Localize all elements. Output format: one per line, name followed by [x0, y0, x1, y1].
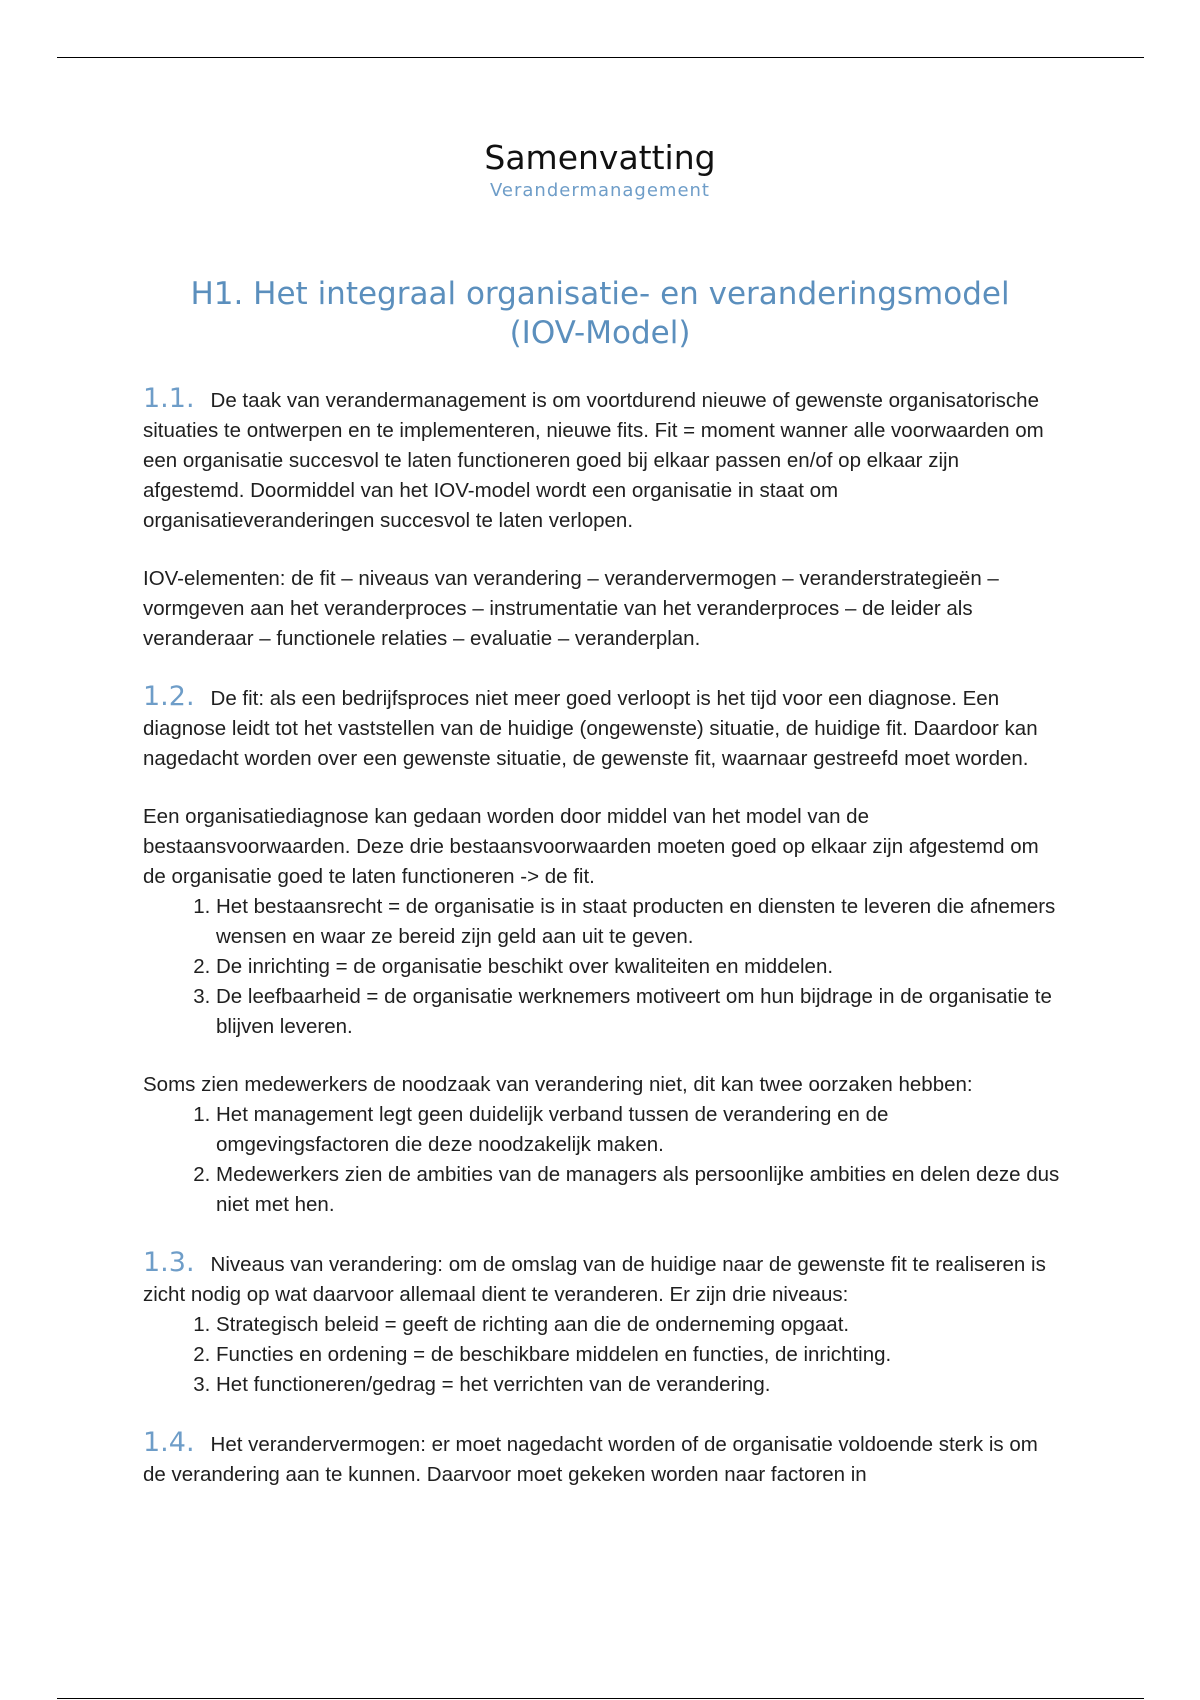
- section-text: Het verandervermogen: er moet nagedacht worden of de organisatie voldoende sterk is om de verandering aan te kunnen. Daarvoor moet gekeken worden naar factoren in: [143, 1433, 1038, 1486]
- title-block: [0, 138, 1200, 201]
- chapter-heading-line2: (IOV-Model): [509, 315, 691, 351]
- section-1-4: [143, 1428, 1063, 1490]
- document-title: Samenvatting: [484, 138, 716, 177]
- iov-elements-paragraph: IOV-elementen: de fit – niveaus van verandering – verandervermogen – veranderstrategieën – vormgeven aan het veranderproces – instrumentatie van het veranderproces – de leider als veranderaar – functionele relaties – evaluatie – veranderplan.: [143, 567, 999, 650]
- diagnose-intro-paragraph: Een organisatiediagnose kan gedaan worden door middel van het model van de bestaansvoorwaarden. Deze drie bestaansvoorwaarden moeten goed op elkaar zijn afgestemd om de organisatie goed te laten functioneren -> de fit.: [143, 805, 1039, 888]
- section-number: 1.1.: [143, 383, 195, 414]
- list-item: 2. De inrichting = de organisatie beschikt over kwaliteiten en middelen.: [216, 952, 1063, 982]
- oorzaken-list: [143, 1100, 1063, 1220]
- chapter-heading-line1: H1. Het integraal organisatie- en veranderingsmodel: [190, 276, 1010, 312]
- top-rule: [57, 57, 1144, 58]
- list-item: 2. Medewerkers zien de ambities van de managers als persoonlijke ambities en delen deze dus niet met hen.: [216, 1160, 1063, 1220]
- document-body: [143, 384, 1063, 1490]
- list-item: 3. De leefbaarheid = de organisatie werknemers motiveert om hun bijdrage in de organisatie te blijven leveren.: [216, 982, 1063, 1042]
- list-item: 2. Functies en ordening = de beschikbare middelen en functies, de inrichting.: [216, 1340, 1063, 1370]
- section-number: 1.2.: [143, 681, 195, 712]
- section-1-3: [143, 1248, 1063, 1310]
- section-1-2: [143, 682, 1063, 774]
- section-number: 1.3.: [143, 1247, 195, 1278]
- list-item: 3. Het functioneren/gedrag = het verrichten van de verandering.: [216, 1370, 1063, 1400]
- section-1-1: [143, 384, 1063, 536]
- section-text: De fit: als een bedrijfsproces niet meer goed verloopt is het tijd voor een diagnose. Een diagnose leidt tot het vaststellen van de huidige (ongewenste) situatie, de huidige fit. Daardoor kan nagedacht worden over een gewenste situatie, de gewenste fit, waarnaar gestreefd moet worden.: [143, 687, 1038, 770]
- noodzaak-intro-paragraph: Soms zien medewerkers de noodzaak van verandering niet, dit kan twee oorzaken hebben:: [143, 1073, 973, 1096]
- list-item: 1. Het bestaansrecht = de organisatie is in staat producten en diensten te leveren die afnemers wensen en waar ze bereid zijn geld aan uit te geven.: [216, 892, 1063, 952]
- section-number: 1.4.: [143, 1427, 195, 1458]
- list-item: 1. Het management legt geen duidelijk verband tussen de verandering en de omgevingsfactoren die deze noodzakelijk maken.: [216, 1100, 1063, 1160]
- chapter-heading: [150, 275, 1050, 353]
- document-subtitle: Verandermanagement: [490, 179, 710, 201]
- list-item: 1. Strategisch beleid = geeft de richting aan die de onderneming opgaat.: [216, 1310, 1063, 1340]
- section-text: De taak van verandermanagement is om voortdurend nieuwe of gewenste organisatorische situaties te ontwerpen en te implementeren, nieuwe fits. Fit = moment wanner alle voorwaarden om een organisatie succesvol te laten functioneren goed bij elkaar passen en/of op elkaar zijn afgestemd. Doormiddel van het IOV-model wordt een organisatie in staat om organisatieveranderingen succesvol te laten verlopen.: [143, 389, 1044, 532]
- niveaus-list: [143, 1310, 1063, 1400]
- bottom-rule: [57, 1698, 1144, 1699]
- bestaansvoorwaarden-list: [143, 892, 1063, 1042]
- section-text: Niveaus van verandering: om de omslag van de huidige naar de gewenste fit te realiseren is zicht nodig op wat daarvoor allemaal dient te veranderen. Er zijn drie niveaus:: [143, 1253, 1046, 1306]
